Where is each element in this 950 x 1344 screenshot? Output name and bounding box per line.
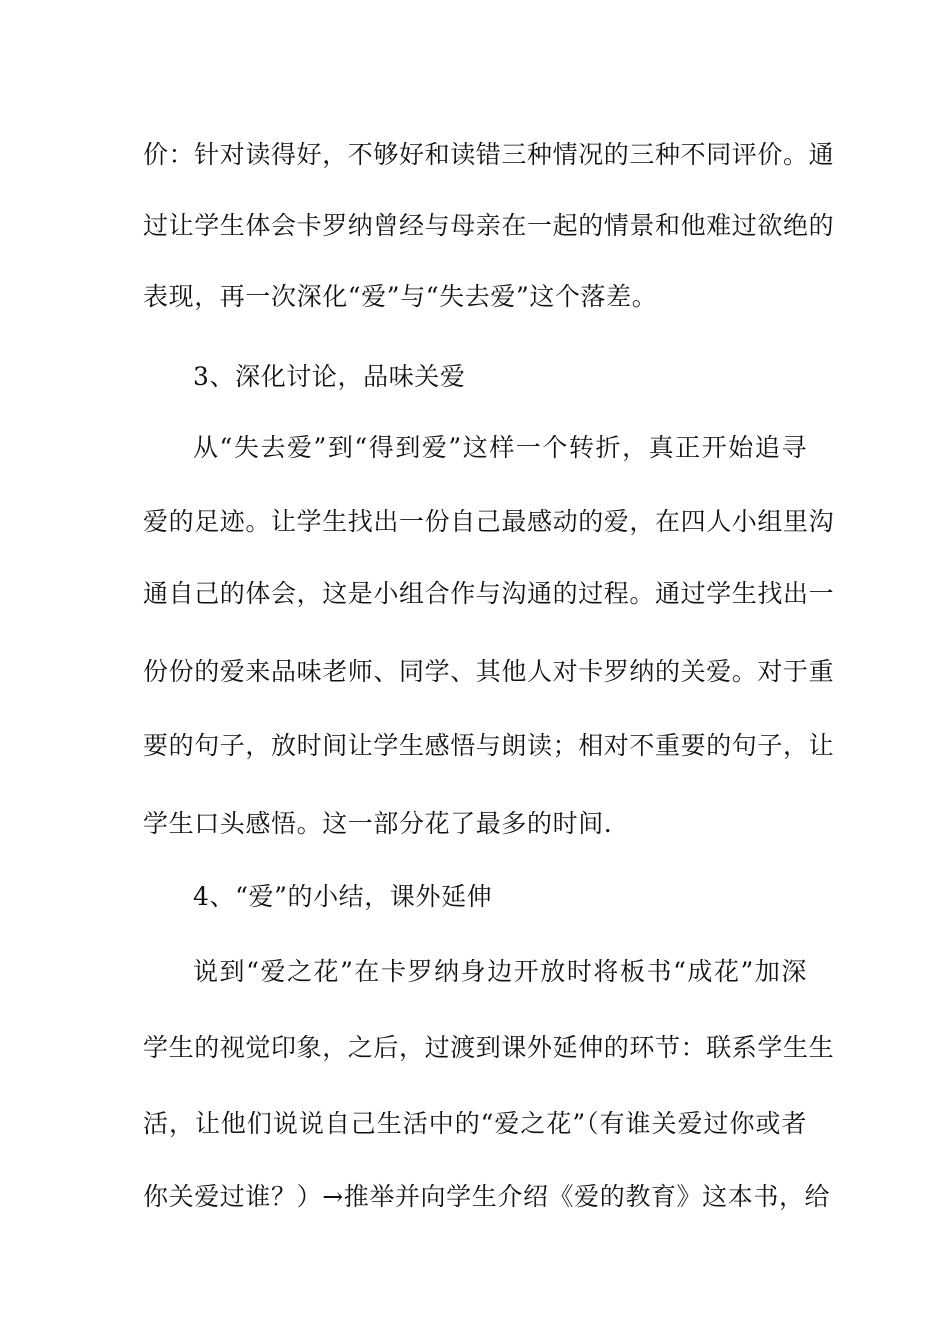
text-line: 表现，再一次深化“爱”与“失去爱”这个落差。 [143,282,658,311]
text-line: 份份的爱来品味老师、同学、其他人对卡罗纳的关爱。对于重 [143,657,835,686]
section-heading: 4、“爱”的小结，课外延伸 [193,882,493,911]
text-line: 过让学生体会卡罗纳曾经与母亲在一起的情景和他难过欲绝的 [143,211,835,240]
text-line: 你关爱过谁？）→推举并向学生介绍《爱的教育》这本书，给 [143,1182,831,1211]
text-line: 通自己的体会，这是小组合作与沟通的过程。通过学生找出一 [143,579,835,608]
text-line: 活，让他们说说自己生活中的“爱之花”（有谁关爱过你或者 [143,1109,807,1138]
text-line: 要的句子，放时间让学生感悟与朗读；相对不重要的句子，让 [143,731,835,760]
text-line: 从“失去爱”到“得到爱”这样一个转折，真正开始追寻 [193,433,807,462]
text-line: 说到“爱之花”在卡罗纳身边开放时将板书“成花”加深 [193,957,807,986]
section-heading: 3、深化讨论，品味关爱 [193,362,466,391]
text-line: 爱的足迹。让学生找出一份自己最感动的爱，在四人小组里沟 [143,507,835,536]
text-line: 学生口头感悟。这一部分花了最多的时间. [143,809,613,838]
text-line: 学生的视觉印象，之后，过渡到课外延伸的环节：联系学生生 [143,1033,835,1062]
text-line: 价：针对读得好，不够好和读错三种情况的三种不同评价。通 [143,140,835,169]
